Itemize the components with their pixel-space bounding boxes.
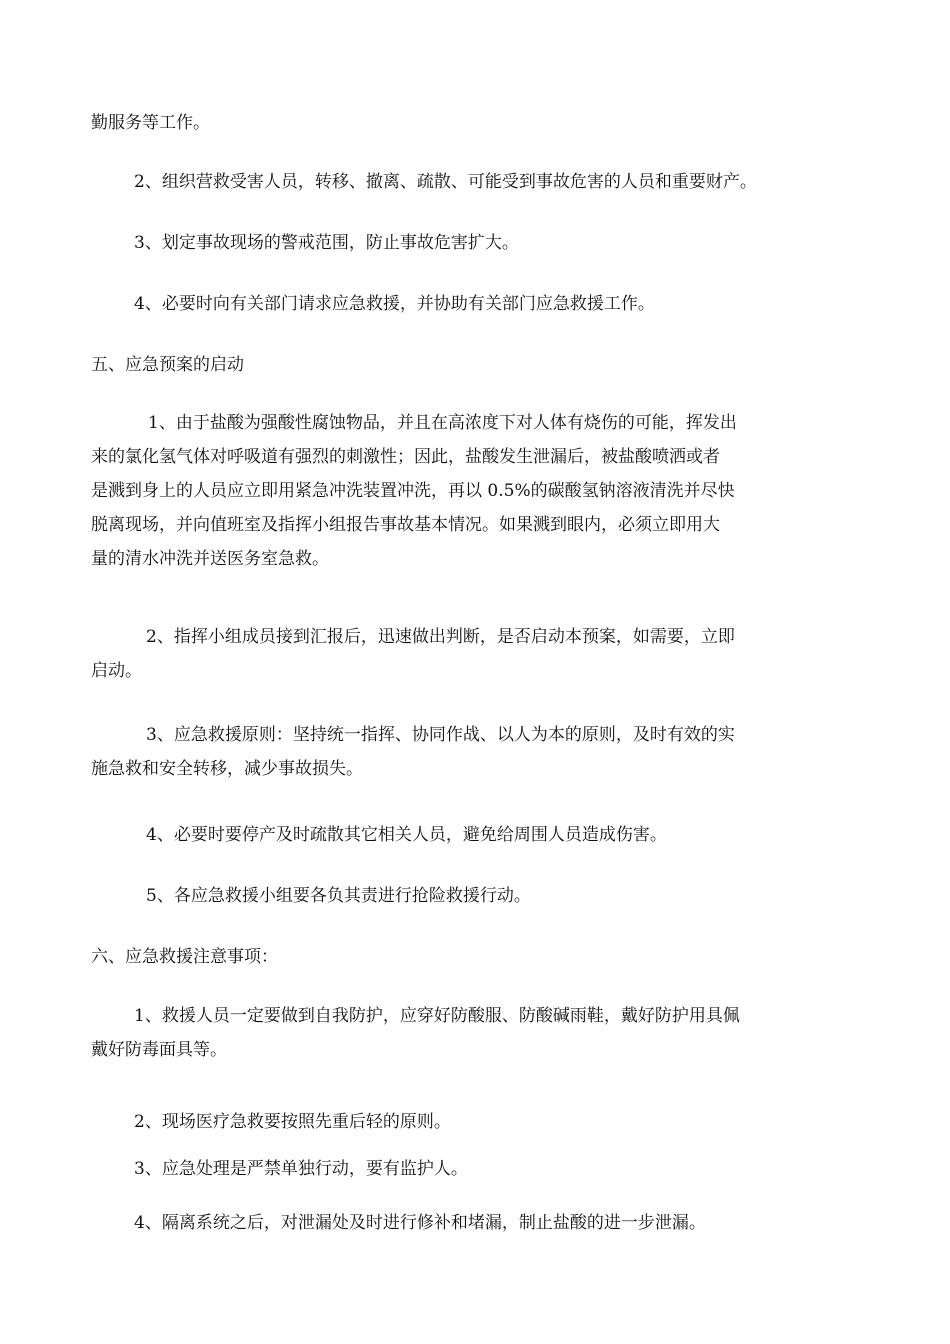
paragraph-item-3 xyxy=(134,226,519,260)
paragraph-5-5 xyxy=(146,879,531,913)
paragraph-6-2 xyxy=(134,1105,451,1139)
text-line: 3、划定事故现场的警戒范围，防止事故危害扩大。 xyxy=(134,233,519,253)
text-line: 量的清水冲洗并送医务室急救。 xyxy=(91,549,329,569)
text-line: 1、救援人员一定要做到自我防护，应穿好防酸服、防酸碱雨鞋，戴好防护用具佩 xyxy=(134,1006,740,1026)
paragraph-5-3 xyxy=(91,718,861,786)
text-line: 3、应急处理是严禁单独行动，要有监护人。 xyxy=(134,1159,468,1179)
text-line: 戴好防毒面具等。 xyxy=(91,1040,227,1060)
text-line: 2、现场医疗急救要按照先重后轻的原则。 xyxy=(134,1112,451,1132)
section-heading-5 xyxy=(91,348,244,382)
text-line: 勤服务等工作。 xyxy=(91,113,210,133)
text-line: 启动。 xyxy=(91,661,142,681)
text-line: 2、组织营救受害人员，转移、撤离、疏散、可能受到事故危害的人员和重要财产。 xyxy=(134,172,757,192)
text-line: 施急救和安全转移，减少事故损失。 xyxy=(91,759,363,779)
text-line: 4、必要时向有关部门请求应急救援，并协助有关部门应急救援工作。 xyxy=(134,294,655,314)
paragraph-5-2 xyxy=(91,620,861,688)
text-line: 来的氯化氢气体对呼吸道有强烈的刺激性；因此，盐酸发生泄漏后，被盐酸喷洒或者 xyxy=(91,447,720,467)
heading-text: 五、应急预案的启动 xyxy=(91,355,244,375)
paragraph-6-3 xyxy=(134,1152,468,1186)
text-line: 4、必要时要停产及时疏散其它相关人员，避免给周围人员造成伤害。 xyxy=(146,825,667,845)
text-line: 2、指挥小组成员接到汇报后，迅速做出判断，是否启动本预案，如需要，立即 xyxy=(146,627,735,647)
section-heading-6 xyxy=(91,940,278,974)
text-line: 4、隔离系统之后，对泄漏处及时进行修补和堵漏，制止盐酸的进一步泄漏。 xyxy=(134,1213,706,1233)
paragraph-continuation xyxy=(91,106,210,140)
text-line: 脱离现场，并向值班室及指挥小组报告事故基本情况。如果溅到眼内，必须立即用大 xyxy=(91,515,720,535)
text-line: 1、由于盐酸为强酸性腐蚀物品，并且在高浓度下对人体有烧伤的可能，挥发出 xyxy=(148,413,737,433)
paragraph-5-1 xyxy=(91,406,861,576)
paragraph-item-4 xyxy=(134,287,655,321)
paragraph-5-4 xyxy=(146,818,667,852)
paragraph-item-2 xyxy=(134,165,757,199)
paragraph-6-1 xyxy=(91,999,861,1067)
text-line: 5、各应急救援小组要各负其责进行抢险救援行动。 xyxy=(146,886,531,906)
text-line: 3、应急救援原则：坚持统一指挥、协同作战、以人为本的原则，及时有效的实 xyxy=(146,725,735,745)
heading-text: 六、应急救援注意事项： xyxy=(91,947,278,967)
text-line: 是溅到身上的人员应立即用紧急冲洗装置冲洗，再以 0.5%的碳酸氢钠溶液清洗并尽快 xyxy=(91,481,735,501)
paragraph-6-4 xyxy=(134,1206,706,1240)
